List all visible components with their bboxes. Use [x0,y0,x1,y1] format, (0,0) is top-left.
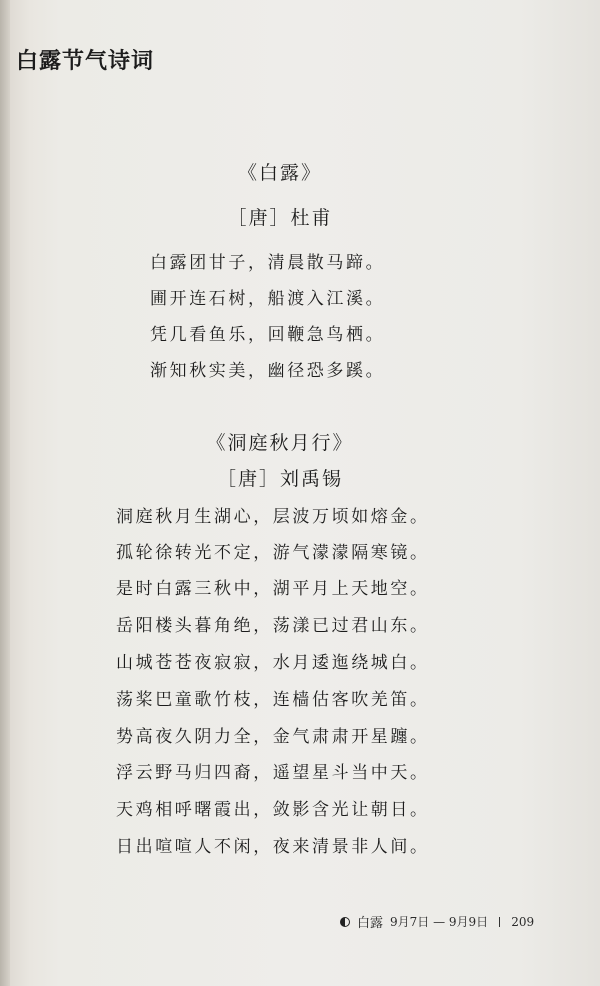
page-footer [340,912,534,931]
poem-line: 孤轮徐转光不定，游气濛濛隔寒镜。 [116,543,430,563]
poem-line: 山城苍苍夜寂寂，水月逶迤绕城白。 [116,653,430,673]
poem-line: 是时白露三秋中，湖平月上天地空。 [116,579,430,599]
poem-title: 《洞庭秋月行》 [206,432,354,454]
section-title: 白露节气诗词 [16,48,155,74]
moon-icon [340,917,350,927]
poem-line: 白露团甘子，清晨散马蹄。 [150,253,386,273]
poem-line: 渐知秋实美，幽径恐多蹊。 [150,361,386,381]
page-edge [0,0,10,986]
poem-line: 岳阳楼头暮角绝，荡漾已过君山东。 [116,616,430,636]
poem-line: 浮云野马归四裔，遥望星斗当中天。 [116,763,430,783]
poem-title: 《白露》 [237,162,322,184]
poem-line: 日出喧喧人不闲，夜来清景非人间。 [116,837,430,857]
footer-solar-term: 白露 [357,916,384,931]
footer-date-range: 9月7日 — 9月9日 [390,915,489,929]
page-number: 209 [511,914,535,929]
poem-line: 荡桨巴童歌竹枝，连樯估客吹羌笛。 [116,690,430,710]
poem-line: 凭几看鱼乐，回鞭急鸟栖。 [150,325,386,345]
poem-line: 圃开连石树，船渡入江溪。 [150,289,386,309]
poem-line: 洞庭秋月生湖心，层波万顷如熔金。 [116,507,430,527]
footer-divider [499,917,500,927]
poem-author: ［唐］刘禹锡 [216,468,343,490]
poem-line: 势高夜久阴力全，金气肃肃开星躔。 [116,727,430,747]
poem-author: ［唐］杜甫 [227,207,333,229]
poem-line: 天鸡相呼曙霞出，敛影含光让朝日。 [116,800,430,820]
